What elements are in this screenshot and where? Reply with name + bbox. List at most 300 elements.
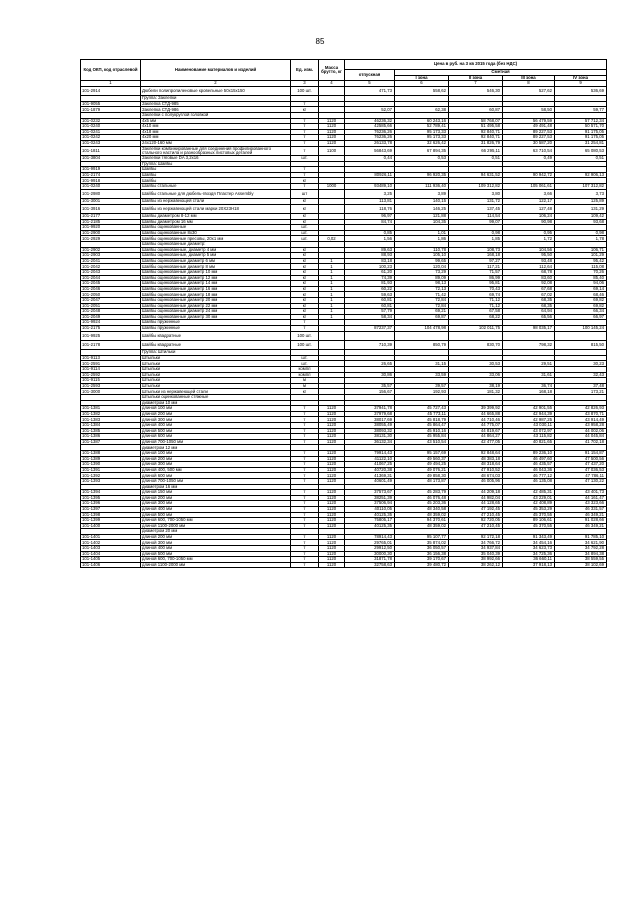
row-unit: кг bbox=[291, 309, 319, 315]
row-zone-1: 72,84 bbox=[395, 303, 449, 309]
row-release-price: 0,85 bbox=[345, 230, 395, 236]
row-code: 101-9113 bbox=[81, 355, 141, 361]
row-release-price: 471,73 bbox=[345, 86, 395, 95]
row-unit: кг bbox=[291, 199, 319, 205]
row-release-price: 38131,30 bbox=[345, 434, 395, 440]
row-zone-3: 168,18 bbox=[503, 389, 555, 395]
row-name: Шайбы оцинкованные диаметр 8 мм bbox=[141, 264, 291, 270]
row-mass: 1 bbox=[319, 264, 345, 270]
header-zone-2: II зона bbox=[449, 75, 503, 81]
row-unit: 100 шт. bbox=[291, 331, 319, 340]
row-zone-4: 43 870,71 bbox=[555, 411, 607, 417]
row-code: 101-2050 bbox=[81, 292, 141, 298]
row-zone-3: 31,61 bbox=[503, 372, 555, 378]
row-release-price: 156,67 bbox=[345, 389, 395, 395]
row-name: длиной 600, 700-1050 мм bbox=[141, 518, 291, 524]
row-zone-4: 42 826,93 bbox=[555, 406, 607, 412]
row-unit: т bbox=[291, 167, 319, 173]
row-zone-3: 49 491,48 bbox=[503, 124, 555, 130]
row-name: Группа: Штильки bbox=[141, 350, 291, 356]
table-row bbox=[81, 146, 607, 156]
row-zone-2: 47 210,45 bbox=[449, 512, 503, 518]
row-mass: 1 bbox=[319, 286, 345, 292]
row-zone-1: 94 370,61 bbox=[395, 518, 449, 524]
row-name: Штыльки bbox=[141, 367, 291, 373]
row-code: 101-1403 bbox=[81, 546, 141, 552]
row-zone-3: 43 229,01 bbox=[503, 495, 555, 501]
row-mass: 1120 bbox=[319, 546, 345, 552]
row-zone-1: 192,93 bbox=[395, 389, 449, 395]
row-mass: 1120 bbox=[319, 551, 345, 557]
column-number: 8 bbox=[503, 81, 555, 87]
row-zone-3: 42 408,89 bbox=[503, 501, 555, 507]
row-release-price: 79914,43 bbox=[345, 450, 395, 456]
row-unit: кг bbox=[291, 303, 319, 309]
row-code: 101-2980 bbox=[81, 189, 141, 198]
row-zone-1: 72,13 bbox=[395, 286, 449, 292]
row-zone-3: 34 454,16 bbox=[503, 540, 555, 546]
row-zone-1: 48 359,02 bbox=[395, 523, 449, 529]
row-mass bbox=[319, 204, 345, 213]
row-release-price: 78914,43 bbox=[345, 534, 395, 540]
row-code: 101-1393 bbox=[81, 478, 141, 484]
row-code: 101-3001 bbox=[81, 199, 141, 205]
row-unit: 100 шт. bbox=[291, 340, 319, 349]
header-unit: Ед. изм. bbox=[291, 60, 319, 81]
row-unit: т bbox=[291, 473, 319, 479]
row-zone-4: 131,29 bbox=[555, 204, 607, 213]
row-name: Заклепка СТД-985 bbox=[141, 101, 291, 107]
row-code: 101-1400 bbox=[81, 523, 141, 529]
row-zone-2: 3,80 bbox=[449, 189, 503, 198]
row-zone-3: 98 035,17 bbox=[503, 325, 555, 331]
row-zone-2: 34 766,72 bbox=[449, 540, 503, 546]
table-row bbox=[81, 340, 607, 349]
row-mass: 1 bbox=[319, 292, 345, 298]
row-code: 101-2903 bbox=[81, 253, 141, 259]
row-code: 101-0242 bbox=[81, 135, 141, 141]
row-code: 101-1381 bbox=[81, 406, 141, 412]
row-name: длиной 600 мм bbox=[141, 434, 291, 440]
row-zone-1: 52 789,41 bbox=[395, 124, 449, 130]
row-zone-1: 45 773,11 bbox=[395, 411, 449, 417]
row-code: 101-2900 bbox=[81, 230, 141, 236]
row-code: 101-1387 bbox=[81, 439, 141, 445]
row-mass: 1120 bbox=[319, 411, 345, 417]
row-zone-1: 120,04 bbox=[395, 264, 449, 270]
row-unit: кг bbox=[291, 286, 319, 292]
row-unit: шт. bbox=[291, 361, 319, 367]
row-mass: 1120 bbox=[319, 124, 345, 130]
row-zone-3: 83,60 bbox=[503, 275, 555, 281]
row-code: 101-9925 bbox=[81, 331, 141, 340]
row-code: 101-1395 bbox=[81, 495, 141, 501]
row-release-price: 38017,69 bbox=[345, 417, 395, 423]
row-release-price: 52,07 bbox=[345, 107, 395, 113]
row-zone-1: 45 727,43 bbox=[395, 406, 449, 412]
row-zone-3: 89 106,61 bbox=[503, 518, 555, 524]
row-zone-2: 117,21 bbox=[449, 264, 503, 270]
row-mass: 1000 bbox=[319, 184, 345, 190]
row-mass: 1120 bbox=[319, 467, 345, 473]
row-mass: 1120 bbox=[319, 140, 345, 146]
row-code: 101-1398 bbox=[81, 512, 141, 518]
row-zone-4: 44 161,47 bbox=[555, 495, 607, 501]
row-zone-2: 131,72 bbox=[449, 199, 503, 205]
row-zone-3: 45 353,29 bbox=[503, 506, 555, 512]
row-zone-2: 38 992,66 bbox=[449, 557, 503, 563]
row-zone-1: 558,62 bbox=[395, 86, 449, 95]
row-zone-3: 45 370,55 bbox=[503, 512, 555, 518]
row-zone-2: 1,85 bbox=[449, 236, 503, 242]
row-code: 101-2185 bbox=[81, 219, 141, 225]
row-release-price: 41122,10 bbox=[345, 456, 395, 462]
row-zone-4: 91 154,87 bbox=[555, 450, 607, 456]
row-zone-2: 48 383,18 bbox=[449, 456, 503, 462]
row-zone-3: 122,17 bbox=[503, 199, 555, 205]
row-mass: 1120 bbox=[319, 434, 345, 440]
row-unit: кг bbox=[291, 269, 319, 275]
row-release-price: 59,63 bbox=[345, 292, 395, 298]
row-unit: кг bbox=[291, 204, 319, 213]
row-release-price: 36132,34 bbox=[345, 439, 395, 445]
row-zone-2: 42 477,05 bbox=[449, 439, 503, 445]
row-zone-1: 69,87 bbox=[395, 314, 449, 320]
row-code: 101-2042 bbox=[81, 264, 141, 270]
row-release-price: 38251,39 bbox=[345, 495, 395, 501]
row-release-price: 80926,11 bbox=[345, 172, 395, 178]
row-name: длиной 500 мм bbox=[141, 551, 291, 557]
row-code: 101-1384 bbox=[81, 423, 141, 429]
row-zone-3: 90 942,72 bbox=[503, 172, 555, 178]
row-mass: 1120 bbox=[319, 518, 345, 524]
row-unit: т bbox=[291, 456, 319, 462]
row-mass: 1 bbox=[319, 281, 345, 287]
row-zone-4: 91 028,66 bbox=[555, 518, 607, 524]
row-code: 101-1388 bbox=[81, 450, 141, 456]
column-number: 2 bbox=[141, 81, 291, 87]
row-code: 101-1386 bbox=[81, 434, 141, 440]
row-code: 101-9918 bbox=[81, 178, 141, 184]
row-zone-2: 35 040,39 bbox=[449, 551, 503, 557]
row-name: 4х18 мм bbox=[141, 129, 291, 135]
row-mass: 1120 bbox=[319, 540, 345, 546]
row-code: 101-2049 bbox=[81, 314, 141, 320]
row-zone-4: 69,82 bbox=[555, 297, 607, 303]
row-code: 101-2592 bbox=[81, 372, 141, 378]
row-zone-3: 36 660,11 bbox=[503, 557, 555, 563]
price-table bbox=[80, 59, 607, 568]
row-mass: 1120 bbox=[319, 406, 345, 412]
row-zone-3: 67,02 bbox=[503, 292, 555, 298]
row-name: диаметром 10 мм bbox=[141, 400, 291, 406]
row-zone-3: 64,94 bbox=[503, 309, 555, 315]
row-zone-3: 0,49 bbox=[503, 156, 555, 162]
row-code: 101-0240 bbox=[81, 124, 141, 130]
row-zone-3: 92,08 bbox=[503, 281, 555, 287]
row-release-price: 96,97 bbox=[345, 214, 395, 220]
row-name: Заклепки с полукруглой головкой bbox=[141, 112, 291, 118]
row-zone-2: 58 768,07 bbox=[449, 118, 503, 124]
row-unit: шт. bbox=[291, 156, 319, 162]
row-name: длиной 400 мм bbox=[141, 546, 291, 552]
row-zone-4: 34 621,90 bbox=[555, 540, 607, 546]
row-zone-3: 46 777,12 bbox=[503, 473, 555, 479]
row-release-price: 60,81 bbox=[345, 297, 395, 303]
row-mass: 1100 bbox=[319, 146, 345, 156]
row-release-price: 26133,78 bbox=[345, 140, 395, 146]
row-zone-4: 43 958,28 bbox=[555, 423, 607, 429]
row-zone-4: 101,29 bbox=[555, 253, 607, 259]
row-mass: 1 bbox=[319, 303, 345, 309]
row-code: 101-1811 bbox=[81, 146, 141, 156]
row-name: Заклепка СТД-986 bbox=[141, 107, 291, 113]
row-zone-3: 46 135,08 bbox=[503, 478, 555, 484]
row-unit: м bbox=[291, 378, 319, 384]
row-zone-1: 104 478,98 bbox=[395, 325, 449, 331]
row-zone-4: 59,77 bbox=[555, 107, 607, 113]
row-zone-1: 98,13 bbox=[395, 281, 449, 287]
row-unit: кг bbox=[291, 219, 319, 225]
row-zone-3: 1,72 bbox=[503, 236, 555, 242]
row-name: Штыльки bbox=[141, 372, 291, 378]
header-price-title: Цена в руб. на 3 кв 2015 года (без НДС) bbox=[345, 60, 607, 70]
row-release-price: 35,57 bbox=[345, 383, 395, 389]
row-name: Шайбы оцинкованные диаметр 6 мм bbox=[141, 258, 291, 264]
row-unit: т bbox=[291, 546, 319, 552]
row-code: 101-2051 bbox=[81, 303, 141, 309]
row-zone-2: 108,73 bbox=[449, 247, 503, 253]
row-unit: шт. bbox=[291, 355, 319, 361]
row-zone-2: 137,45 bbox=[449, 204, 503, 213]
row-name: длиной 400 мм bbox=[141, 423, 291, 429]
row-name: Шайбы оцинкованные диаметр 24 мм bbox=[141, 309, 291, 315]
row-release-price: 56843,69 bbox=[345, 146, 395, 156]
row-name: длиной 1100-2000 мм bbox=[141, 562, 291, 568]
row-name: Шайбы оцинкованные bbox=[141, 225, 291, 231]
row-zone-4: 37,48 bbox=[555, 383, 607, 389]
row-zone-1: 46 076,48 bbox=[395, 495, 449, 501]
row-zone-1: 36 156,38 bbox=[395, 551, 449, 557]
row-unit: т bbox=[291, 129, 319, 135]
row-release-price: 100,23 bbox=[345, 264, 395, 270]
row-zone-2: 47 910,52 bbox=[449, 467, 503, 473]
row-zone-1: 0,53 bbox=[395, 156, 449, 162]
row-zone-4: 41 702,18 bbox=[555, 439, 607, 445]
row-unit: т bbox=[291, 523, 319, 529]
row-release-price: 37506,94 bbox=[345, 501, 395, 507]
row-zone-4: 57 712,34 bbox=[555, 118, 607, 124]
row-zone-3: 798,32 bbox=[503, 340, 555, 349]
row-mass: 1120 bbox=[319, 501, 345, 507]
row-zone-1: 49 494,25 bbox=[395, 462, 449, 468]
row-zone-3: 127,48 bbox=[503, 204, 555, 213]
row-zone-4: 47 786,11 bbox=[555, 473, 607, 479]
row-unit: т bbox=[291, 140, 319, 146]
row-name: Шайбы пружинные bbox=[141, 325, 291, 331]
row-mass: 1120 bbox=[319, 478, 345, 484]
row-name: длиной 300 мм bbox=[141, 417, 291, 423]
row-release-price: 81,93 bbox=[345, 281, 395, 287]
row-mass: 1120 bbox=[319, 490, 345, 496]
row-name: Шайбы стальные для дюбель-гвоздя Пластер Assembly bbox=[141, 189, 291, 198]
row-code: 101-2593 bbox=[81, 383, 141, 389]
row-unit: т bbox=[291, 118, 319, 124]
row-zone-1: 35 874,02 bbox=[395, 540, 449, 546]
row-name: Штыльки из нержавеющей стали bbox=[141, 389, 291, 395]
row-zone-2: 34 937,84 bbox=[449, 546, 503, 552]
row-zone-2: 71,12 bbox=[449, 297, 503, 303]
row-name: длиной 500 мм bbox=[141, 512, 291, 518]
row-zone-3: 63 710,54 bbox=[503, 146, 555, 156]
row-zone-1: 69,21 bbox=[395, 309, 449, 315]
row-zone-4: 30,23 bbox=[555, 361, 607, 367]
row-zone-2: 0,51 bbox=[449, 156, 503, 162]
row-unit: т bbox=[291, 411, 319, 417]
row-unit: т bbox=[291, 501, 319, 507]
row-zone-1: 89,09 bbox=[395, 275, 449, 281]
row-mass: 1120 bbox=[319, 495, 345, 501]
row-unit: т bbox=[291, 417, 319, 423]
row-zone-2: 38 262,12 bbox=[449, 562, 503, 568]
row-zone-4: 3,73 bbox=[555, 189, 607, 198]
row-zone-2: 114,54 bbox=[449, 214, 503, 220]
row-code: 101-1394 bbox=[81, 490, 141, 496]
row-unit: т bbox=[291, 467, 319, 473]
row-release-price: 40601,49 bbox=[345, 478, 395, 484]
row-zone-1: 140,15 bbox=[395, 199, 449, 205]
row-release-price: 38093,32 bbox=[345, 428, 395, 434]
row-zone-1: 48 340,58 bbox=[395, 506, 449, 512]
row-unit: т bbox=[291, 462, 319, 468]
row-zone-3: 46 497,60 bbox=[503, 456, 555, 462]
row-release-price: 74,39 bbox=[345, 275, 395, 281]
row-unit: т bbox=[291, 540, 319, 546]
row-mass: 1 bbox=[319, 269, 345, 275]
row-zone-4: 47 500,56 bbox=[555, 456, 607, 462]
row-zone-3: 89 227,53 bbox=[503, 129, 555, 135]
row-release-price: 60,81 bbox=[345, 303, 395, 309]
row-zone-3: 46 043,36 bbox=[503, 467, 555, 473]
row-code: 101-1383 bbox=[81, 417, 141, 423]
row-zone-3: 91 343,49 bbox=[503, 534, 555, 540]
row-zone-2: 47 210,45 bbox=[449, 523, 503, 529]
row-zone-2: 95,81 bbox=[449, 281, 503, 287]
row-code: 101-3000 bbox=[81, 389, 141, 395]
row-zone-4: 70,26 bbox=[555, 269, 607, 275]
row-code: 101-2177 bbox=[81, 214, 141, 220]
row-release-price: 75805,17 bbox=[345, 518, 395, 524]
row-name: диаметром 20 мм bbox=[141, 529, 291, 535]
row-zone-1: 45 203,36 bbox=[395, 501, 449, 507]
row-mass: 1120 bbox=[319, 428, 345, 434]
row-zone-1: 111 936,40 bbox=[395, 184, 449, 190]
row-zone-4: 32,43 bbox=[555, 372, 607, 378]
row-name: 24х120-160 мм bbox=[141, 140, 291, 146]
row-name: Заклепки комбинированные для соединения профилированного стального настила и разнообразных листовых деталей bbox=[141, 146, 291, 156]
row-zone-2: 31 826,79 bbox=[449, 140, 503, 146]
row-zone-3: 68,78 bbox=[503, 269, 555, 275]
row-code: 101-1389 bbox=[81, 456, 141, 462]
column-number: 6 bbox=[395, 81, 449, 87]
row-unit: т bbox=[291, 135, 319, 141]
row-name: Шайбы стальные bbox=[141, 184, 291, 190]
row-zone-1: 39 170,67 bbox=[395, 557, 449, 563]
row-zone-4: 95,42 bbox=[555, 258, 607, 264]
row-zone-1: 49 076,21 bbox=[395, 467, 449, 473]
row-release-price: 42585,66 bbox=[345, 124, 395, 130]
row-zone-3: 67,68 bbox=[503, 286, 555, 292]
row-release-price bbox=[345, 331, 395, 340]
row-release-price: 40125,35 bbox=[345, 523, 395, 529]
row-name: диаметром 12 мм bbox=[141, 445, 291, 451]
row-zone-2 bbox=[449, 331, 503, 340]
row-mass: 1120 bbox=[319, 523, 345, 529]
page-number: 85 bbox=[315, 37, 325, 46]
row-unit: м bbox=[291, 383, 319, 389]
row-zone-1: 33,59 bbox=[395, 372, 449, 378]
row-zone-2: 44 982,04 bbox=[449, 495, 503, 501]
row-code: 101-2043 bbox=[81, 269, 141, 275]
row-zone-2: 71,12 bbox=[449, 303, 503, 309]
row-unit: шт. bbox=[291, 236, 319, 242]
row-name: Шайбы оцинкованные диаметр 12 мм bbox=[141, 275, 291, 281]
row-zone-1: 3,89 bbox=[395, 189, 449, 198]
row-zone-3: 46 435,57 bbox=[503, 462, 555, 468]
row-zone-1: 45 955,84 bbox=[395, 434, 449, 440]
row-name: длиной 200 мм bbox=[141, 411, 291, 417]
row-zone-1: 99,65 bbox=[395, 258, 449, 264]
row-zone-3: 105 061,61 bbox=[503, 184, 555, 190]
row-zone-2: 44 209,18 bbox=[449, 490, 503, 496]
row-code: 101-1382 bbox=[81, 411, 141, 417]
row-code: 101-1385 bbox=[81, 428, 141, 434]
header-estimate: Сметная bbox=[395, 70, 607, 76]
row-zone-4: 115,08 bbox=[555, 264, 607, 270]
row-zone-1: 60 243,16 bbox=[395, 118, 449, 124]
row-zone-2: 44 128,65 bbox=[449, 501, 503, 507]
row-zone-3: 56 479,59 bbox=[503, 118, 555, 124]
row-zone-3: 104,56 bbox=[503, 247, 555, 253]
row-mass: 1120 bbox=[319, 129, 345, 135]
row-name: длиной 300 мм bbox=[141, 540, 291, 546]
row-zone-4: 173,21 bbox=[555, 389, 607, 395]
column-number: 1 bbox=[81, 81, 141, 87]
row-zone-3: 89 236,10 bbox=[503, 450, 555, 456]
row-zone-2: 92 840,71 bbox=[449, 129, 503, 135]
row-unit: т bbox=[291, 434, 319, 440]
row-zone-2: 69,74 bbox=[449, 292, 503, 298]
row-zone-4: 91 785,10 bbox=[555, 534, 607, 540]
row-zone-4: 43 914,49 bbox=[555, 417, 607, 423]
row-zone-4: 91 175,05 bbox=[555, 135, 607, 141]
row-zone-4: 1,78 bbox=[555, 236, 607, 242]
row-unit: т bbox=[291, 325, 319, 331]
header-zone-4: IV зона bbox=[555, 75, 607, 81]
row-unit: кг bbox=[291, 314, 319, 320]
row-zone-1: 32 626,42 bbox=[395, 140, 449, 146]
row-code: 101-1396 bbox=[81, 501, 141, 507]
row-unit: кг bbox=[291, 281, 319, 287]
row-zone-3: 42 485,31 bbox=[503, 490, 555, 496]
row-zone-1: 95 107,77 bbox=[395, 534, 449, 540]
row-code: 101-1404 bbox=[81, 551, 141, 557]
row-unit: т bbox=[291, 512, 319, 518]
row-unit: т bbox=[291, 406, 319, 412]
row-release-price: 0,44 bbox=[345, 156, 395, 162]
row-name: Шайбы bbox=[141, 178, 291, 184]
row-name: Шайбы оцинкованные диаметр 16 мм bbox=[141, 286, 291, 292]
